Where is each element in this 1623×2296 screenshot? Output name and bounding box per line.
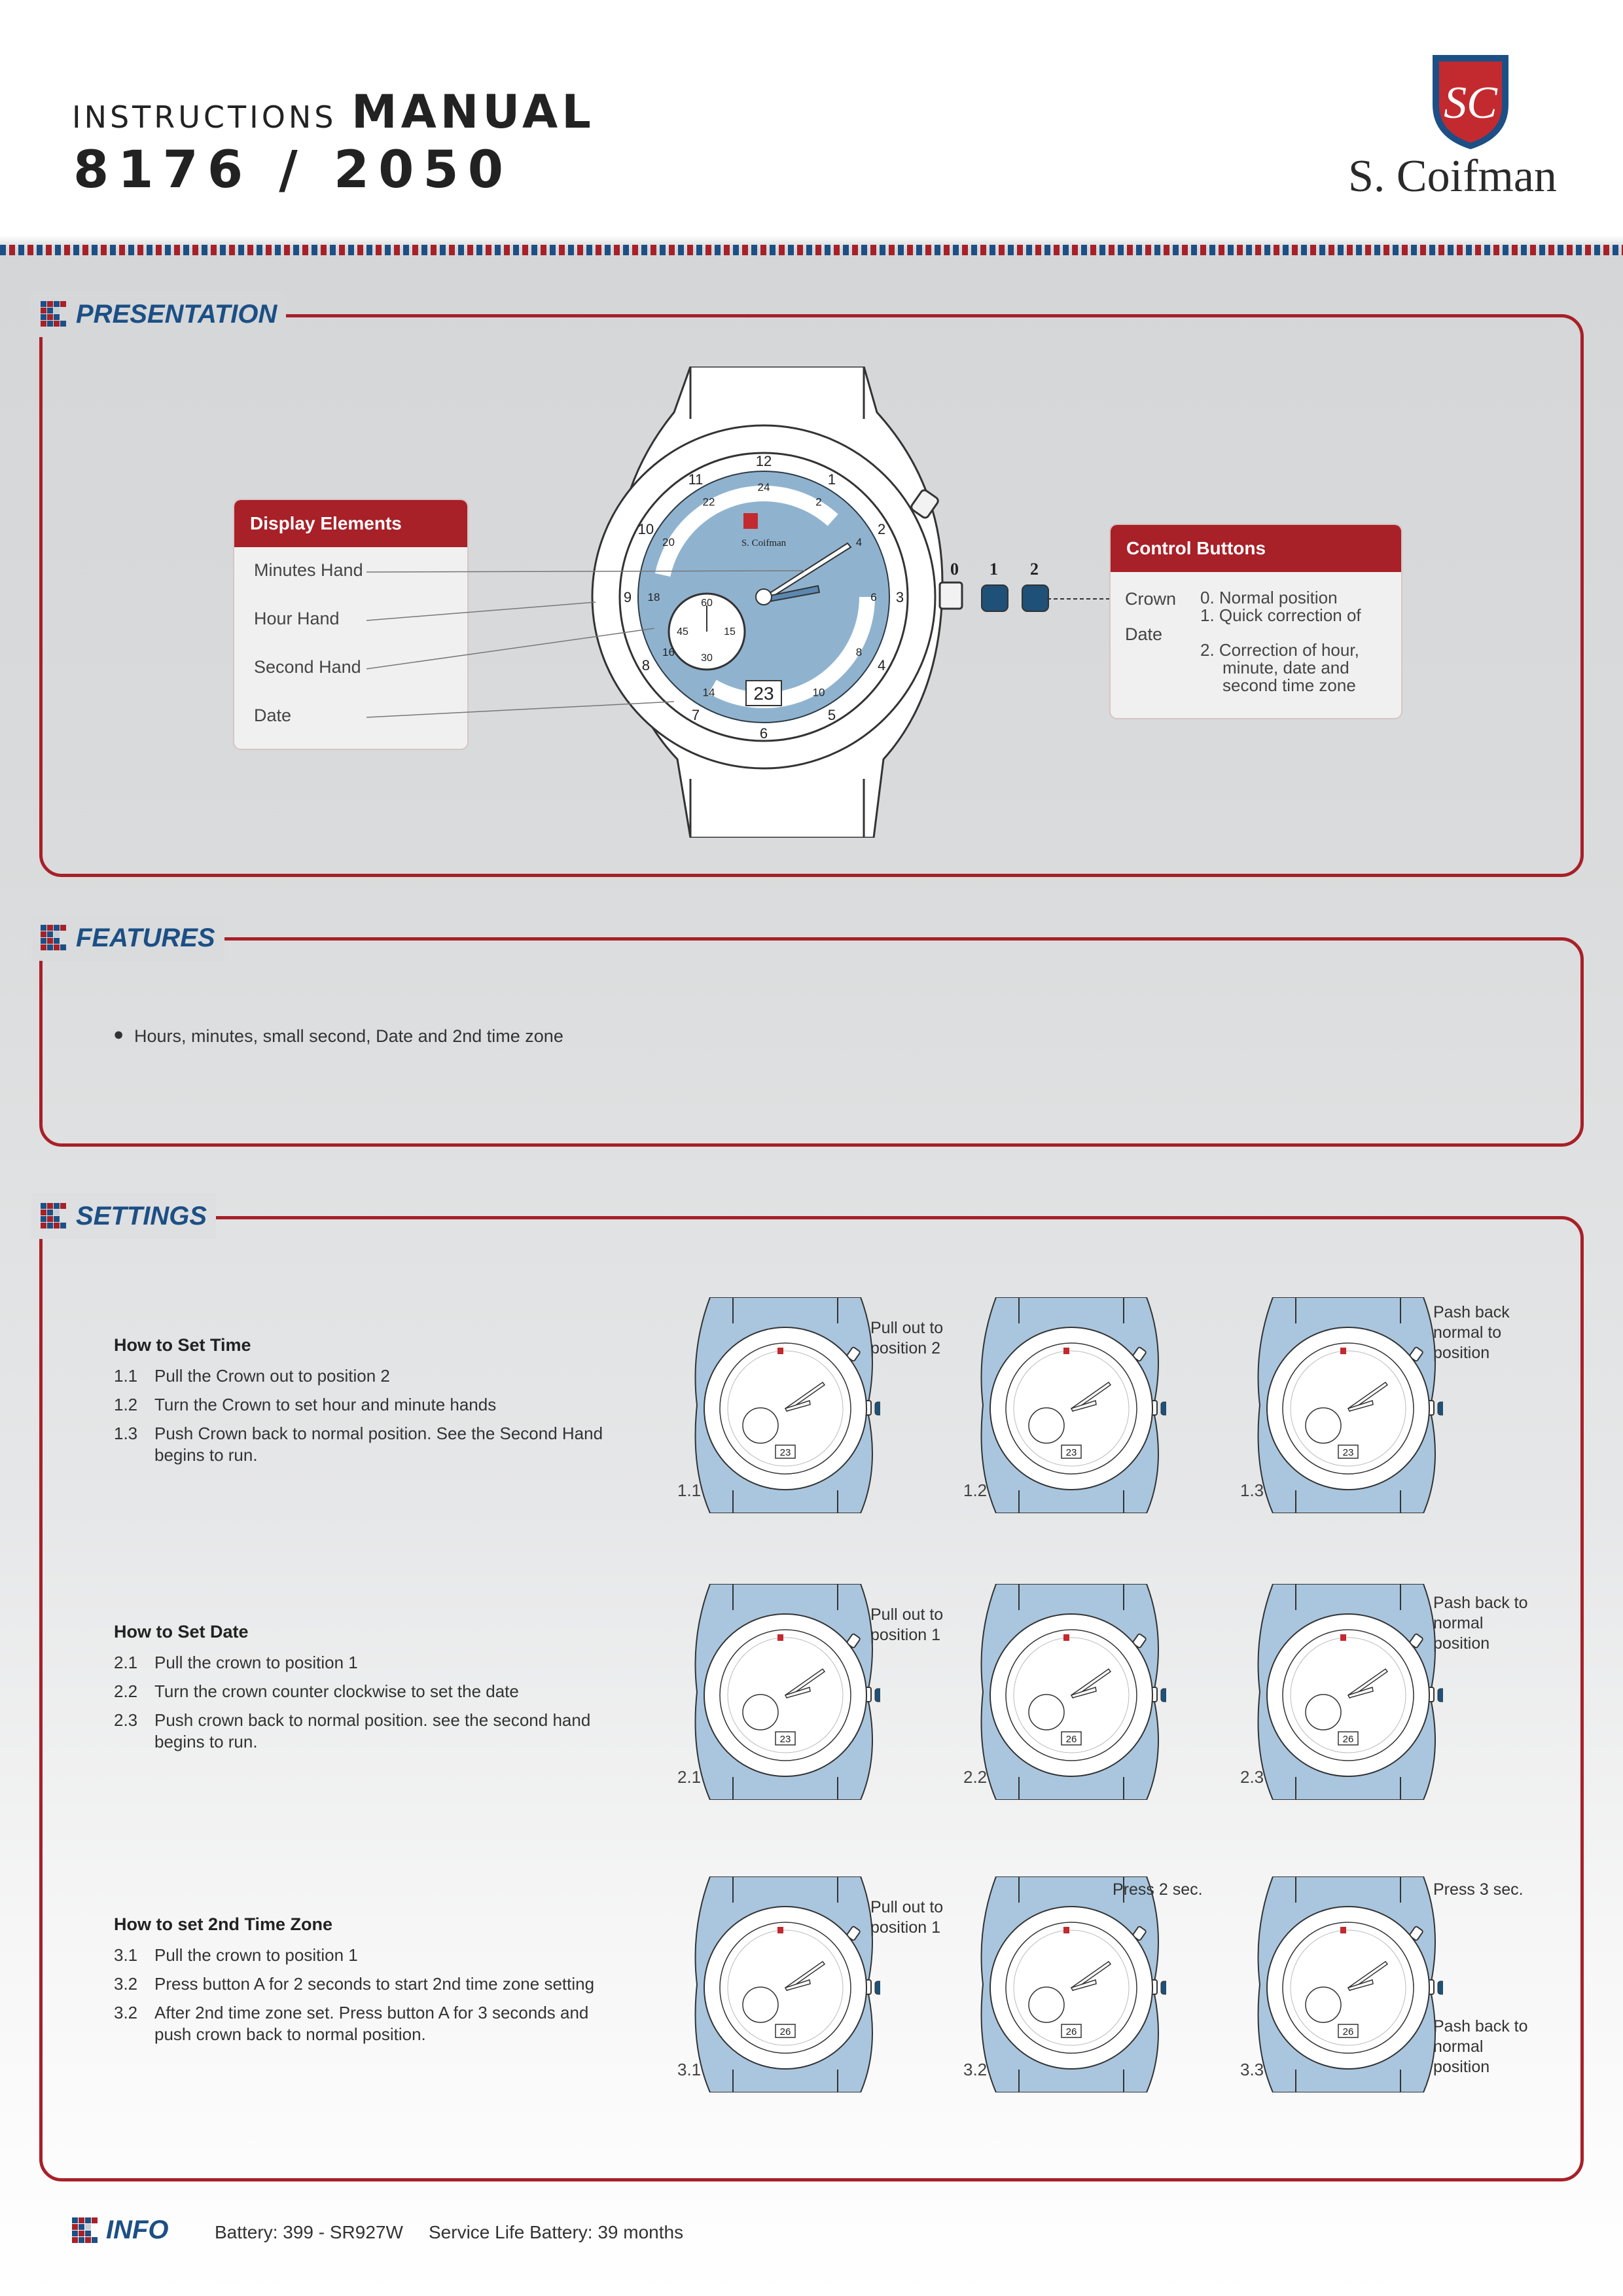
control-buttons-title: Control Buttons: [1111, 525, 1401, 572]
step-figure: [970, 1584, 1166, 1800]
setting-step: [114, 1365, 624, 1387]
step-number: 2.1: [114, 1653, 138, 1672]
hour-number: 6: [759, 725, 768, 742]
label-date: Date: [254, 706, 292, 725]
figure-label: 1.3: [1240, 1480, 1264, 1500]
setting-step: [114, 1973, 624, 1995]
figure-label: 2.1: [677, 1767, 702, 1787]
hour-number: 2: [878, 521, 886, 537]
mini-date: 23: [779, 1447, 791, 1458]
dial-brand: S. Coifman: [741, 538, 787, 548]
setting-step: [114, 2002, 624, 2045]
leader-lines: [347, 563, 936, 733]
inner-number: 14: [702, 686, 715, 699]
section-squares-icon: [41, 301, 67, 327]
setting-step: [114, 1652, 624, 1674]
step-number: 1.3: [114, 1424, 138, 1443]
control-buttons-box: [1109, 524, 1402, 719]
setting-group-title: How to Set Date: [114, 1622, 249, 1641]
model-number: 8176 / 2050: [73, 141, 512, 200]
mini-date: 23: [1065, 1447, 1077, 1458]
step-text: Pull the crown to position 1: [154, 1653, 358, 1672]
section-squares-icon: [41, 1203, 67, 1229]
setting-step: [114, 1681, 624, 1702]
settings-heading: [31, 1193, 216, 1239]
note-quick: 1. Quick correction of: [1200, 605, 1361, 625]
crown-position-notes: [1200, 589, 1361, 694]
mini-watch-drawing: [684, 1876, 880, 2092]
hour-number: 5: [827, 707, 836, 724]
figure-caption: Pull out to position 1: [870, 1605, 944, 1644]
label-second-hand: Second Hand: [254, 657, 361, 677]
figure-caption: Pash back to normal position: [1433, 1594, 1528, 1653]
battery-info: Battery: 399 - SR927W: [215, 2222, 403, 2242]
crown-pos-0: 0: [950, 560, 959, 579]
inner-number: 22: [702, 495, 715, 509]
figure-caption: Pash back normal to position: [1433, 1303, 1510, 1362]
setting-step: [114, 1945, 624, 1966]
step-text: Push crown back to normal position. see the second hand begins to run.: [154, 1710, 591, 1751]
feature-item: [113, 1024, 563, 1047]
features-heading: [31, 915, 224, 961]
setting-group-title: How to set 2nd Time Zone: [114, 1914, 333, 1934]
title-main: MANUAL: [351, 85, 595, 139]
decorative-stripe: [0, 243, 1623, 257]
subdial-30: 30: [701, 653, 713, 664]
step-text: Pull the crown to position 1: [154, 1945, 358, 1965]
hour-number: 11: [688, 471, 704, 488]
figure-label: 1.1: [677, 1480, 702, 1500]
inner-number: 20: [662, 536, 675, 548]
step-figure: [684, 1297, 880, 1513]
info-title: INFO: [106, 2215, 169, 2244]
mini-watch-drawing: [970, 1584, 1166, 1800]
hour-number: 8: [641, 657, 650, 673]
mini-watch-drawing: [684, 1297, 880, 1513]
inner-number: 24: [757, 481, 770, 493]
setting-step: [114, 1394, 624, 1416]
label-hour-hand: Hour Hand: [254, 609, 340, 628]
battery-life-info: Service Life Battery: 39 months: [429, 2222, 684, 2242]
figure-caption: Press 2 sec.: [1113, 1880, 1203, 1899]
figure-caption-secondary: Pash back to normal position: [1433, 2017, 1528, 2076]
section-squares-icon: [41, 925, 67, 951]
figure-caption: Pull out to position 1: [870, 1898, 944, 1937]
mini-date: 23: [1342, 1447, 1354, 1458]
step-text: Pull the Crown out to position 2: [154, 1366, 390, 1386]
info-heading: [72, 2215, 169, 2245]
mini-date: 26: [779, 2026, 791, 2037]
step-number: 3.2: [114, 1974, 138, 1994]
step-number: 1.2: [114, 1395, 138, 1414]
step-number: 3.1: [114, 1945, 138, 1965]
figure-label: 3.2: [963, 2060, 988, 2079]
step-text: Turn the Crown to set hour and minute hands: [154, 1395, 497, 1414]
hour-number: 10: [637, 521, 654, 537]
step-figure: [684, 1876, 880, 2092]
hour-number: 9: [623, 589, 632, 605]
dial-date: 23: [753, 683, 774, 704]
inner-number: 4: [855, 536, 863, 548]
note-normal: 0. Normal position: [1200, 588, 1338, 607]
mini-date: 23: [779, 1734, 791, 1745]
mini-watch-drawing: [970, 1297, 1166, 1513]
inner-number: 16: [662, 646, 675, 658]
figure-label: 2.3: [1240, 1767, 1264, 1787]
step-figure: [970, 1876, 1166, 2092]
inner-number: 8: [855, 646, 863, 658]
presentation-heading: [31, 291, 286, 337]
title-prefix: INSTRUCTIONS: [72, 99, 337, 135]
step-text: Press button A for 2 seconds to start 2nd time zone setting: [154, 1974, 595, 1994]
label-minutes-hand: Minutes Hand: [254, 560, 363, 580]
brand-name: S. Coifman: [1348, 151, 1557, 202]
crown-pos-2: 2: [1030, 560, 1039, 579]
mini-watch-drawing: [1247, 1584, 1443, 1800]
hour-number: 7: [691, 707, 700, 724]
mini-date: 26: [1065, 2026, 1077, 2037]
step-number: 3.2: [114, 2003, 138, 2022]
step-figure: [1247, 1876, 1443, 2092]
figure-label: 3.3: [1240, 2060, 1264, 2079]
mini-date: 26: [1342, 2026, 1354, 2037]
hour-number: 4: [878, 657, 886, 673]
feature-text: Hours, minutes, small second, Date and 2nd time zone: [134, 1026, 563, 1046]
features-title: FEATURES: [76, 923, 215, 952]
mini-watch-drawing: [970, 1876, 1166, 2092]
inner-number: 6: [870, 591, 877, 603]
figure-label: 2.2: [963, 1767, 988, 1787]
step-number: 2.3: [114, 1710, 138, 1730]
mini-watch-drawing: [684, 1584, 880, 1800]
subdial-15: 15: [724, 626, 736, 637]
inner-number: 10: [812, 686, 825, 699]
figure-label: 1.2: [963, 1480, 988, 1500]
settings-title: SETTINGS: [76, 1201, 207, 1230]
setting-step: [114, 1423, 624, 1466]
step-figure: [1247, 1297, 1443, 1513]
step-text: After 2nd time zone set. Press button A for 3 seconds and push crown back to normal position.: [154, 2003, 589, 2044]
hour-number: 3: [895, 589, 904, 605]
step-text: Turn the crown counter clockwise to set the date: [154, 1681, 519, 1701]
bullet-icon: ●: [113, 1024, 124, 1044]
figure-label: 3.1: [677, 2060, 702, 2079]
step-figure: [1247, 1584, 1443, 1800]
setting-group-title: How to Set Time: [114, 1335, 251, 1355]
inner-number: 18: [647, 591, 660, 603]
mini-watch-drawing: [1247, 1876, 1443, 2092]
label-crown: Crown: [1125, 589, 1177, 609]
subdial-45: 45: [677, 626, 688, 637]
display-elements-title: Display Elements: [234, 500, 467, 547]
logo-monogram: SC: [1444, 78, 1497, 128]
section-squares-icon: [72, 2217, 98, 2244]
step-number: 1.1: [114, 1366, 138, 1386]
hour-number: 1: [827, 471, 836, 488]
figure-caption: Press 3 sec.: [1433, 1880, 1524, 1899]
presentation-title: PRESENTATION: [76, 299, 277, 329]
note-correction-3: second time zone: [1222, 675, 1356, 695]
figure-caption: Pull out to position 2: [870, 1319, 944, 1357]
label-date-button: Date: [1125, 624, 1163, 644]
manual-title: [72, 85, 595, 139]
hour-number: 12: [755, 453, 772, 469]
note-correction-2: minute, date and: [1222, 658, 1349, 677]
step-number: 2.2: [114, 1681, 138, 1701]
mini-date: 26: [1342, 1734, 1354, 1745]
note-correction: 2. Correction of hour,: [1200, 640, 1359, 660]
brand-shield-logo: [1430, 52, 1511, 151]
crown-pos-1: 1: [990, 560, 998, 579]
step-text: Push Crown back to normal position. See the Second Hand begins to run.: [154, 1424, 603, 1465]
subdial-60: 60: [701, 598, 713, 609]
step-figure: [684, 1584, 880, 1800]
inner-number: 2: [815, 495, 822, 509]
step-figure: [970, 1297, 1166, 1513]
mini-watch-drawing: [1247, 1297, 1443, 1513]
setting-step: [114, 1710, 624, 1753]
mini-date: 26: [1065, 1734, 1077, 1745]
